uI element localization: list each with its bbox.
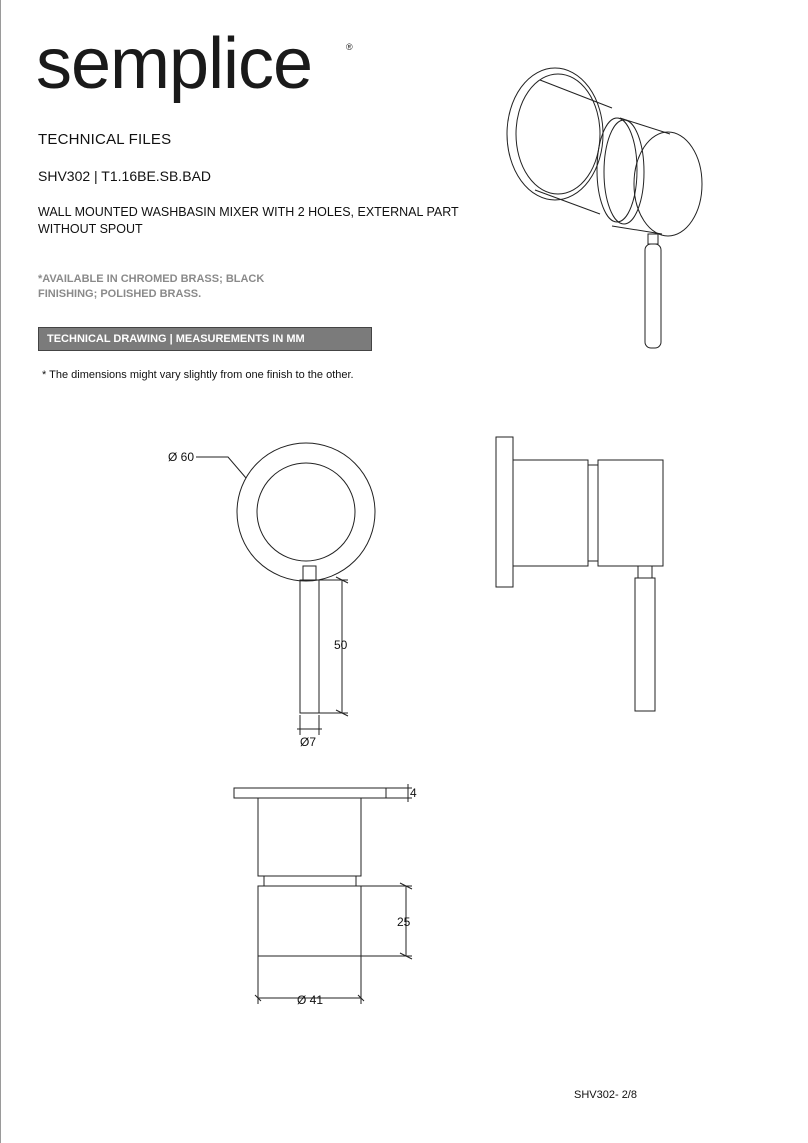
side-lever bbox=[635, 578, 655, 711]
wall-plate-outer bbox=[507, 68, 603, 200]
cap-face bbox=[634, 132, 702, 236]
dimensions-disclaimer: * The dimensions might vary slightly from one finish to the other. bbox=[42, 369, 354, 381]
technical-drawing-banner: TECHNICAL DRAWING | MEASUREMENTS IN MM bbox=[38, 327, 372, 351]
plate-thickness-dimension bbox=[386, 784, 412, 802]
top-view bbox=[234, 784, 412, 1004]
side-ring bbox=[588, 465, 598, 561]
side-body bbox=[513, 460, 588, 566]
lever-length-label: 50 bbox=[334, 638, 348, 652]
lever-diameter-dimension bbox=[297, 715, 322, 735]
body-diameter-label: Ø 41 bbox=[297, 993, 324, 1007]
front-plate-circle bbox=[237, 443, 375, 581]
front-view bbox=[196, 443, 375, 735]
plate-diameter-leader bbox=[196, 457, 246, 478]
front-cap-circle bbox=[257, 463, 355, 561]
product-perspective-illustration bbox=[507, 68, 702, 348]
side-cap bbox=[598, 460, 663, 566]
section-title: TECHNICAL FILES bbox=[38, 131, 172, 148]
side-wall-plate bbox=[496, 437, 513, 587]
availability-note: *AVAILABLE IN CHROMED BRASS; BLACK FINISHING; POLISHED BRASS. bbox=[38, 273, 265, 300]
front-lever bbox=[300, 580, 319, 713]
top-cap bbox=[258, 886, 361, 956]
lever-diameter-label: Ø7 bbox=[300, 735, 317, 749]
top-ring bbox=[264, 876, 356, 886]
product-code: SHV302 | T1.16BE.SB.BAD bbox=[38, 168, 212, 184]
product-description: WALL MOUNTED WASHBASIN MIXER WITH 2 HOLES, EXTERNAL PART WITHOUT SPOUT bbox=[38, 205, 459, 236]
front-lever-collar bbox=[303, 566, 316, 580]
registered-mark: ® bbox=[346, 42, 353, 52]
top-wall-plate bbox=[234, 788, 386, 798]
side-view bbox=[496, 437, 663, 711]
body-top-edge bbox=[540, 80, 612, 108]
side-lever-collar bbox=[638, 566, 652, 578]
lever-collar bbox=[648, 234, 658, 244]
wall-plate-inner bbox=[516, 74, 600, 194]
cap-height-label: 25 bbox=[397, 915, 411, 929]
plate-diameter-label: Ø 60 bbox=[168, 450, 195, 464]
plate-thickness-label: 4 bbox=[410, 786, 417, 800]
top-body bbox=[258, 798, 361, 876]
cap-bottom-edge bbox=[612, 226, 662, 234]
brand-logo: semplice bbox=[36, 24, 313, 104]
lever-handle bbox=[645, 244, 661, 348]
body-ring-front bbox=[597, 118, 637, 222]
page-footer-label: SHV302- 2/8 bbox=[574, 1089, 637, 1101]
body-bottom-edge bbox=[535, 190, 600, 214]
